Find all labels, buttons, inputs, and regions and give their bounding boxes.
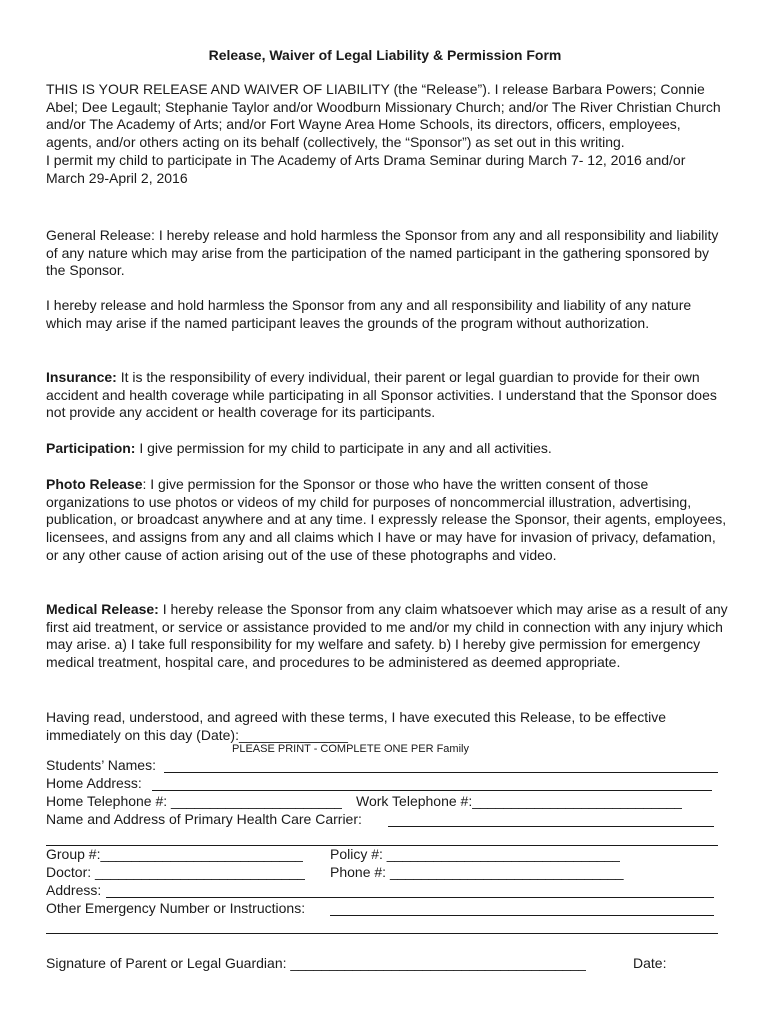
form-title: Release, Waiver of Legal Liability & Permission Form (208, 47, 562, 63)
insurance-paragraph (46, 369, 728, 422)
emergency-field[interactable] (330, 915, 714, 916)
signature-date-label: Date: (633, 955, 667, 971)
home-address-label: Home Address: (46, 775, 142, 791)
emergency-label: Other Emergency Number or Instructions: (46, 900, 306, 916)
general-release-paragraph: General Release: I hereby release and hold harmless the Sponsor from any and all responsibility and liability of any nature which may arise from the participation of the named participant in the gathering sponsored by the Sponsor. (46, 227, 719, 279)
signature-field[interactable]: Signature of Parent or Legal Guardian: ______________________________________ (46, 955, 587, 971)
photo-release-label: Photo Release (46, 476, 143, 492)
home-address-field[interactable] (152, 790, 712, 791)
carrier-field[interactable] (388, 826, 714, 827)
emergency-field-line-2[interactable] (46, 933, 718, 934)
medical-release-paragraph (46, 601, 728, 672)
release-intro: THIS IS YOUR RELEASE AND WAIVER OF LIABILITY (the “Release”). I release Barbara Powers; Connie Abel; Dee Legault; Stephanie Taylor and/or Woodburn Missionary Church; and/or The River Christian Church and/or The Academy of Arts; and/or Fort Wayne Area Home Schools, its directors, officers, employees, agents, and/or others acting on its behalf (collectively, the “Sponsor”) as set out in this writing. I permit my child to participate in The Academy of Arts Drama Seminar during March 7- 12, 2016 and/or March 29-April 2, 2016 (46, 81, 721, 186)
carrier-label: Name and Address of Primary Health Care Carrier: (46, 811, 362, 827)
agreement-paragraph: Having read, understood, and agreed with these terms, I have executed this Release, to be effective immediately on this day (Date):______________ (46, 709, 667, 743)
grounds-release-paragraph: I hereby release and hold harmless the Sponsor from any and all responsibility and liability of any nature which may arise if the named participant leaves the grounds of the program without authorization. (46, 297, 692, 331)
students-names-label: Students’ Names: (46, 757, 156, 773)
insurance-label: Insurance: (46, 369, 117, 385)
participation-text: I give permission for my child to participate in any and all activities. (135, 440, 552, 456)
medical-release-text: I hereby release the Sponsor from any claim whatsoever which may arise as a result of any first aid treatment, or service or assistance provided to me and/or my child in connection with any injury which may arise. a) I take full responsibility for my welfare and safety. b) I hereby give permission for emergency medical treatment, hospital care, and procedures to be administered as deemed appropriate. (46, 601, 728, 671)
home-telephone-field[interactable]: Home Telephone #: ______________________ (46, 793, 343, 809)
doctor-address-field[interactable] (106, 897, 714, 898)
medical-release-label: Medical Release: (46, 601, 159, 617)
work-telephone-field[interactable]: Work Telephone #:___________________________ (356, 793, 683, 809)
students-names-field[interactable] (164, 772, 718, 773)
participation-label: Participation: (46, 440, 136, 456)
insurance-text: It is the responsibility of every individual, their parent or legal guardian to provide for their own accident and health coverage while participating in all Sponsor activities. I understand that the Sponsor does not provide any accident or health coverage for its participants. (46, 369, 717, 421)
doctor-phone-field[interactable]: Phone #: ______________________________ (330, 864, 624, 880)
photo-release-paragraph (46, 476, 728, 565)
doctor-field[interactable]: Doctor: ___________________________ (46, 864, 306, 880)
photo-release-text: : I give permission for the Sponsor or those who have the written consent of those organizations to use photos or videos of my child for purposes of noncommercial illustration, advertising, publication, or broadcast anywhere and at any time. I expressly release the Sponsor, their agents, employees, licensees, and assigns from any and all claims which I have or may have for invasion of privacy, defamation, or any other cause of action arising out of the use of these photographs and video. (46, 476, 727, 563)
doctor-address-label: Address: (46, 882, 102, 898)
policy-number-field[interactable]: Policy #: ______________________________ (330, 846, 621, 862)
group-number-field[interactable]: Group #:__________________________ (46, 846, 303, 862)
participation-paragraph (46, 440, 728, 458)
print-note: PLEASE PRINT - COMPLETE ONE PER Family (232, 743, 469, 755)
